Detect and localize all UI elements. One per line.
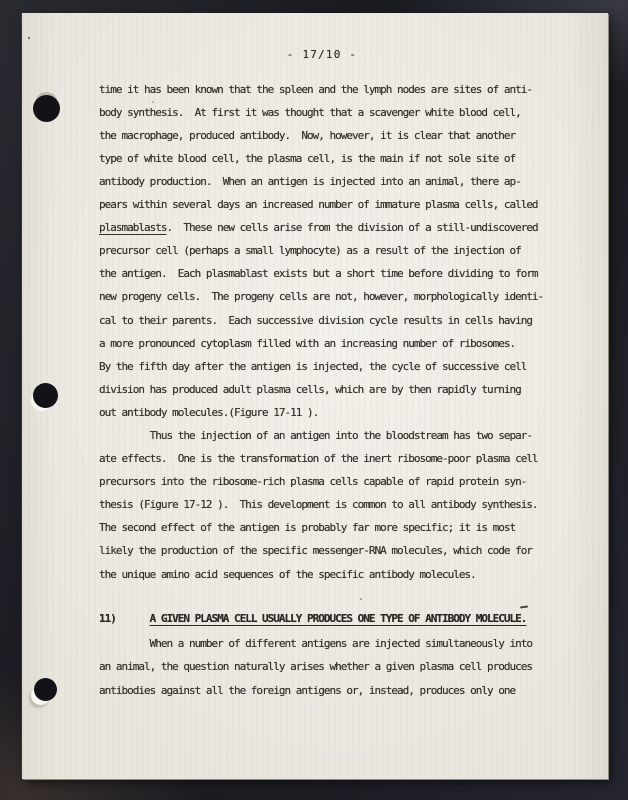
text-line: the antigen. Each plasmablast exists but a short time before dividing to form [99, 267, 538, 281]
text-line: likely the production of the specific messenger-RNA molecules, which code for [99, 544, 532, 558]
text-line: precursors into the ribosome-rich plasma cells capable of rapid protein syn- [99, 475, 527, 489]
document-page [22, 13, 608, 779]
text-line: body synthesis. At first it was thought that a scavenger white blood cell, [99, 105, 521, 119]
scan-speck [360, 598, 362, 600]
text-line: cal to their parents. Each successive division cycle results in cells having [99, 313, 532, 327]
hole-punch-bottom [34, 678, 57, 701]
text-line: When a number of different antigens are injected simultaneously into [99, 637, 532, 651]
hole-punch-middle [33, 383, 58, 408]
text-line: Thus the injection of an antigen into the bloodstream has two separ- [99, 429, 532, 442]
text-line: out antibody molecules.(Figure 17-11 ). [99, 405, 319, 419]
text-line: thesis (Figure 17-12 ). This development is common to all antibody synthesis. [99, 498, 538, 512]
text-line: the macrophage, produced antibody. Now, however, it is clear that another [99, 128, 516, 142]
underlined-text: plasmablasts [99, 221, 167, 235]
text-line: The second effect of the antigen is probably far more specific; it is most [99, 521, 516, 535]
text-line: type of white blood cell, the plasma cell, is the main if not sole site of [99, 151, 516, 165]
section-heading: 11) A GIVEN PLASMA CELL USUALLY PRODUCES ONE TYPE OF ANTIBODY MOLECULE. [99, 611, 527, 625]
scan-speck [28, 37, 30, 39]
text-line: a more pronounced cytoplasm filled with an increasing number of ribosomes. [99, 336, 516, 350]
scan-speck [152, 101, 154, 103]
text-line: pears within several days an increased number of immature plasma cells, called [99, 198, 538, 212]
text-line: antibody production. When an antigen is injected into an animal, there ap- [99, 174, 521, 188]
text-line: By the fifth day after the antigen is injected, the cycle of successive cell [99, 359, 527, 373]
underlined-text: A GIVEN PLASMA CELL USUALLY PRODUCES ONE TYPE OF ANTIBODY MOLECULE. [149, 611, 527, 625]
text-line: the unique amino acid sequences of the specific antibody molecules. [99, 567, 476, 581]
text-line: an animal, the question naturally arises whether a given plasma cell produces [99, 660, 532, 674]
text-line: ate effects. One is the transformation of the inert ribosome-poor plasma cell [99, 452, 538, 466]
text-line: precursor cell (perhaps a small lymphocyte) as a result of the injection of [99, 244, 521, 258]
text-line: division has produced adult plasma cells, which are by then rapidly turning [99, 382, 521, 396]
document-lines [99, 78, 569, 702]
hole-punch-top [33, 95, 60, 122]
text-line: plasmablasts. These new cells arise from the division of a still-undiscovered [99, 221, 538, 235]
text-line: new progeny cells. The progeny cells are not, however, morphologically identi- [99, 290, 544, 304]
page-number: - 17/10 - [286, 48, 358, 61]
text-line: antibodies against all the foreign antigens or, instead, produces only one [99, 683, 516, 697]
text-line: time it has been known that the spleen and the lymph nodes are sites of anti- [99, 82, 532, 96]
